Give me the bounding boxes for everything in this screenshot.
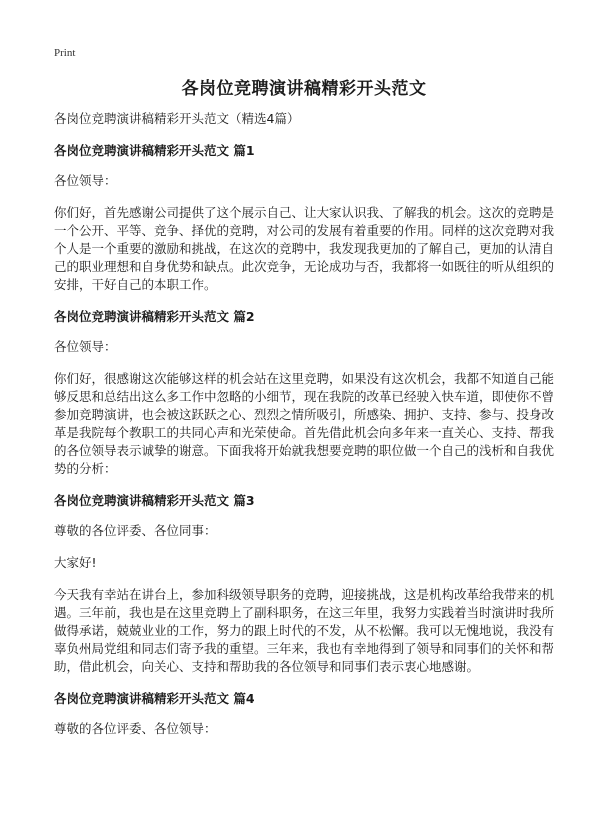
salutation: 各位领导： (54, 173, 117, 188)
section-heading: 各岗位竞聘演讲稿精彩开头范文 篇4 (54, 691, 255, 706)
salutation: 尊敬的各位评委、各位领导： (54, 721, 217, 736)
section-heading: 各岗位竞聘演讲稿精彩开头范文 篇3 (54, 493, 255, 508)
section-heading: 各岗位竞聘演讲稿精彩开头范文 篇1 (54, 143, 255, 158)
salutation: 尊敬的各位评委、各位同事： (54, 523, 217, 538)
greeting: 大家好! (54, 555, 97, 570)
body-paragraph: 今天我有幸站在讲台上，参加科级领导职务的竞聘，迎接挑战，这是机构改革给我带来的机遇。三年前，我也是在这里竞聘上了副科职务，在这三年里，我努力实践着当时演讲时我所做得承诺，兢兢业业的工作，努力的跟上时代的不发，从不松懈。我可以无愧地说，我没有辜负州局党组和同志们寄予我的重望。三年来，我也有幸地得到了领导和同事们的关怀和帮助，借此机会，向关心、支持和帮助我的各位领导和同事们表示衷心地感谢。 (54, 587, 555, 674)
section-3 (54, 492, 554, 676)
section-1 (54, 142, 554, 294)
document-title: 各岗位竞聘演讲稿精彩开头范文 (181, 79, 427, 99)
body-paragraph: 你们好，很感谢这次能够这样的机会站在这里竞聘，如果没有这次机会，我都不知道自己能够反思和总结出这么多工作中忽略的小细节，现在我院的改革已经驶入快车道，即使你不曾参加竞聘演讲，也会被这跃跃之心、烈烈之情所吸引，所感染、拥护、支持、参与、投身改革是我院每个教职工的共同心声和光荣使命。首先借此机会向多年来一直关心、支持、帮我的各位领导表示诚挚的谢意。下面我将开始就我想要竞聘的职位做一个自己的浅析和自我优势的分析： (54, 371, 555, 476)
section-4 (54, 690, 554, 738)
salutation: 各位领导： (54, 339, 117, 354)
section-2 (54, 308, 554, 478)
document-subtitle: 各岗位竞聘演讲稿精彩开头范文（精选4篇） (54, 111, 300, 126)
print-label: Print (54, 47, 76, 59)
section-heading: 各岗位竞聘演讲稿精彩开头范文 篇2 (54, 309, 255, 324)
body-paragraph: 你们好，首先感谢公司提供了这个展示自己、让大家认识我、了解我的机会。这次的竞聘是一个公开、平等、竞争、择优的竞聘，对公司的发展有着重要的作用。同样的这次竞聘对我个人是一个重要的激励和挑战，在这次的竞聘中，我发现我更加的了解自己，更加的认清自己的职业理想和自身优势和缺点。此次竞争，无论成功与否，我都将一如既往的听从组织的安排，干好自己的本职工作。 (54, 205, 555, 292)
